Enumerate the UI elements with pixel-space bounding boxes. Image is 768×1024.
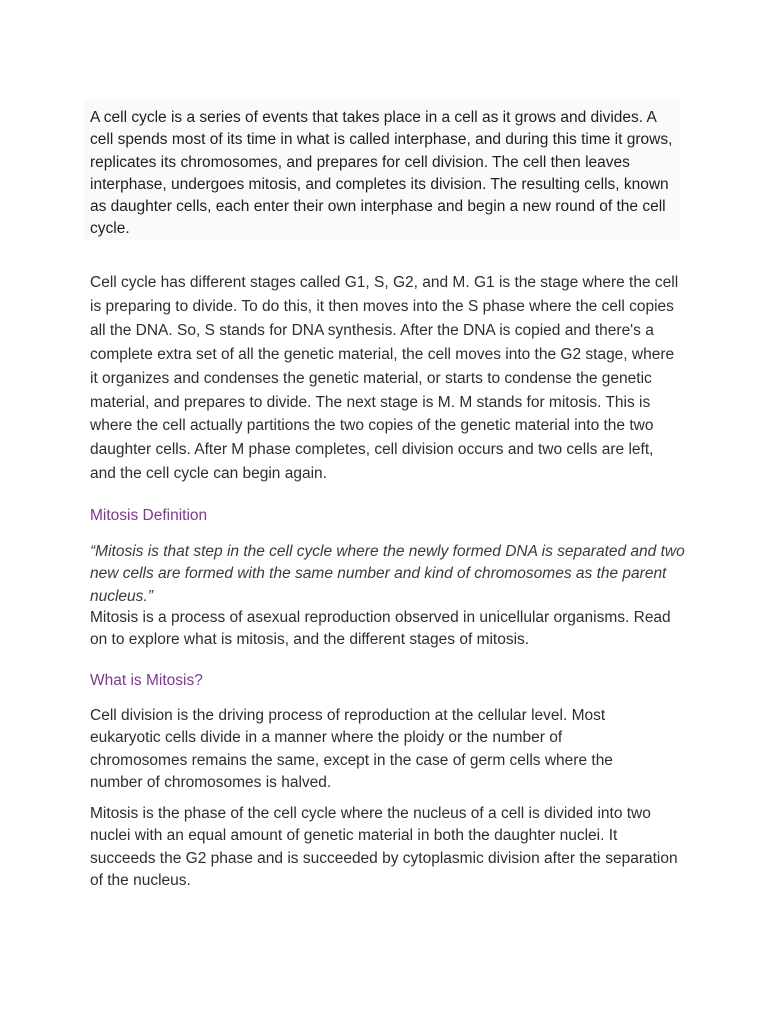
mitosis-definition-quote: “Mitosis is that step in the cell cycle where the newly formed DNA is separated and two new cells are formed with the same number and kind of chromosomes as the parent nucleus.” bbox=[90, 543, 685, 605]
mitosis-definition-heading: Mitosis Definition bbox=[90, 507, 208, 524]
cell-division-paragraph: Cell division is the driving process of reproduction at the cellular level. Most eukaryotic cells divide in a manner where the ploidy or the number of chromosomes remains the same, except in the case of germ cells where the number of chromosomes is halved. bbox=[90, 707, 613, 791]
mitosis-phase-paragraph: Mitosis is the phase of the cell cycle where the nucleus of a cell is divided into two nuclei with an equal amount of genetic material in both the daughter nuclei. It succeeds the G2 phase and is succeeded by cytoplasmic division after the separation of the nucleus. bbox=[90, 805, 678, 889]
cell-cycle-stages-paragraph: Cell cycle has different stages called G1, S, G2, and M. G1 is the stage where the cell is preparing to divide. To do this, it then moves into the S phase where the cell copies all the DNA. So, S stands for DNA synthesis. After the DNA is copied and there's a complete extra set of all the genetic material, the cell moves into the G2 stage, where it organizes and condenses the genetic material, or starts to condense the genetic material, and prepares to divide. The next stage is M. M stands for mitosis. This is where the cell actually partitions the two copies of the genetic material into the two daughter cells. After M phase completes, cell division occurs and two cells are left, and the cell cycle can begin again. bbox=[90, 274, 679, 483]
mitosis-definition-paragraph: Mitosis is a process of asexual reproduction observed in unicellular organisms. Read on to explore what is mitosis, and the different stages of mitosis. bbox=[90, 609, 671, 649]
intro-paragraph: A cell cycle is a series of events that takes place in a cell as it grows and divides. A cell spends most of its time in what is called interphase, and during this time it grows, replicates its chromosomes, and prepares for cell division. The cell then leaves interphase, undergoes mitosis, and completes its division. The resulting cells, known as daughter cells, each enter their own interphase and begin a new round of the cell cycle. bbox=[90, 109, 673, 238]
what-is-mitosis-heading: What is Mitosis? bbox=[90, 672, 203, 689]
